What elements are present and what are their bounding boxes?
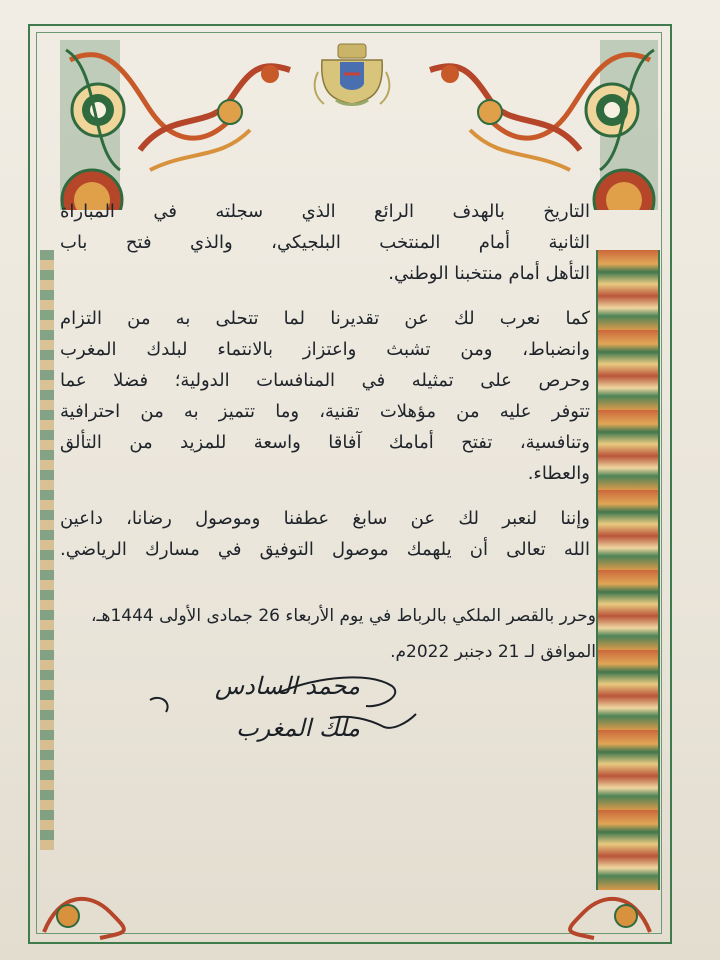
text-line: وانضباط، ومن تشبث واعتزاز بالانتماء لبلدك المغرب [60,339,590,360]
bottom-right-corner-ornament [570,899,650,938]
paragraph-3 [60,503,590,565]
top-right-arabesque [430,65,580,170]
paragraph-2 [60,303,590,489]
text-line: وتنافسية، تفتح أمامك آفاقا واسعة للمزيد من التألق [60,432,590,453]
bottom-ornaments [0,862,720,952]
paragraph-1 [60,196,590,289]
left-ornamental-border [40,250,54,850]
signature-name: محمد السادس [214,672,360,700]
top-ornament [0,0,720,210]
letter-date [56,598,596,670]
text-line: والعطاء. [527,463,590,484]
royal-signature [130,668,430,778]
right-ornamental-border [596,250,660,890]
date-line-hijri: وحرر بالقصر الملكي بالرباط في يوم الأربعاء 26 جمادى الأولى 1444هـ، [91,606,596,626]
top-left-corner-ornament [60,40,230,210]
bottom-left-corner-ornament [44,899,124,938]
royal-coat-of-arms-emblem [315,44,390,105]
date-line-gregorian: الموافق لـ 21 دجنبر 2022م. [390,642,596,662]
text-line: وحرص على تمثيله في المنافسات الدولية؛ فضلا عما [60,370,590,391]
text-line: الثانية أمام المنتخب البلجيكي، والذي فتح باب [60,232,590,253]
top-left-arabesque [140,65,290,170]
text-line: الله تعالى أن يلهمك موصول التوفيق في مسارك الرياضي. [60,539,590,560]
top-right-corner-ornament [490,40,658,210]
letter-body [60,196,590,565]
signature-title: ملك المغرب [236,714,360,742]
text-line: التأهل أمام منتخبنا الوطني. [388,263,590,284]
text-line: وإننا لنعبر لك عن سابغ عطفنا وموصول رضانا، داعين [60,508,590,529]
text-line: كما نعرب لك عن تقديرنا لما تتحلى به من التزام [60,308,590,329]
text-line: تتوفر عليه من مؤهلات تقنية، وما تتميز به من احترافية [60,401,590,422]
text-line: التاريخ بالهدف الرائع الذي سجلته في المباراة [60,201,590,222]
